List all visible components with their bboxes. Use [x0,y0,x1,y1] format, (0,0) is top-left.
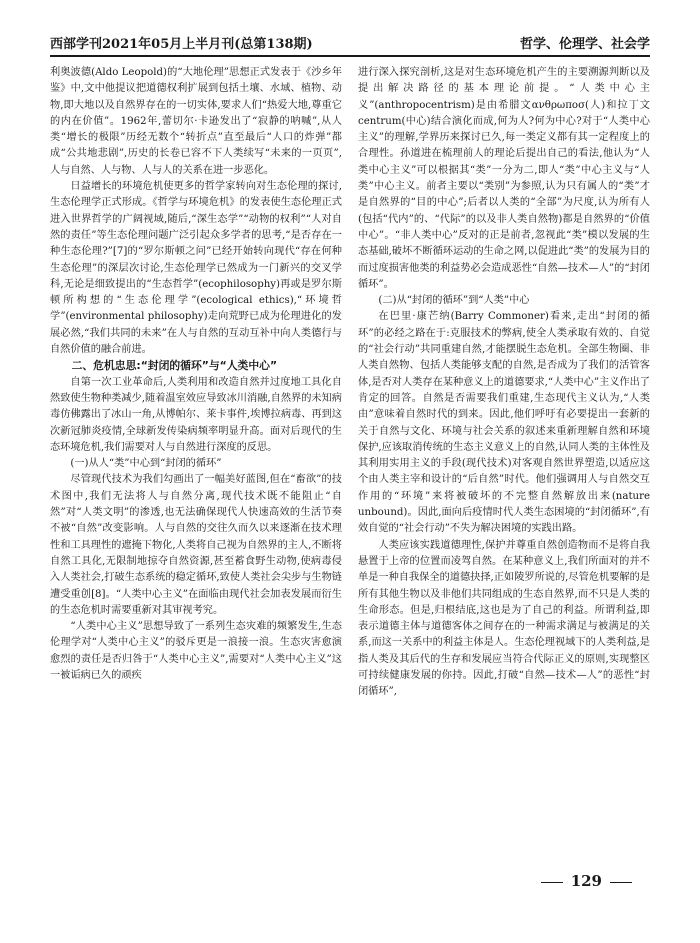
paragraph: 人类应该实践道德理性,保护并尊重自然创造物而不是将自我悬置于上帝的位置而凌驾自然。在某种意义上,我们所面对的并不单是一种自我保全的道德抉择,正如陵罗所说的,尽管危机要解的是所有其他生物以及非他们共同组成的生态自然界,而不只是人类的生命形态。但是,归根结底,这也是为了自己的利益。所谓利益,即表示道德主体与道德客体之间存在的一种需求满足与被满足的关系,而这一关系中的利益主体是人。生态伦理视域下的人类利益,是指人类及其后代的生存和发展应当符合代际正义的原则,实现整区可持续健康发展的你持。因此,打破“自然—技术—人”的恶性“封闭循环”, [358,539,650,698]
header-rule [50,55,650,57]
right-column [358,65,650,701]
page-number: 129 [570,872,602,890]
subsection-heading: (二)从“封闭的循环”到“人类”中心 [378,295,530,307]
running-header [50,30,650,56]
paragraph: 自第一次工业革命后,人类利用和改造自然并过度地工具化自然致使生物种类减少,随着温室效应导致冰川消融,自然界的未知病毒仿佛露出了冰山一角,从博帕尔、莱卡事件,埃博拉病毒、再到这次新冠肺炎疫情,全球新发传染病频率明显升高。面对后现代的生态环境危机,我们需要对人与自然进行深度的反思。 [50,376,342,453]
paragraph: 利奥波德(Aldo Leopold)的“大地伦理”思想正式发表于《沙乡年鉴》中,文中他提议把道德权利扩展到包括土壤、水域、植物、动物,即大地以及自然界存在的一切实体,要求人们“热爱大地,尊重它的内在价值”。1962年,蕾切尔·卡逊发出了“寂静的呐喊”,从人类“增长的极限”历经无数个“转折点”直至最后“人口的炸弹”都成“公共地悲剧”,历史的长卷已容不下人类续写“未来的一页页”,人与自然、人与物、人与人的关系在进一步恶化。 [50,67,342,176]
subsection-heading: (一)从人“类”中心到“封闭的循环” [70,458,222,470]
paragraph: 进行深入探究剖析,这是对生态环境危机产生的主要溯源判断以及提出解决路径的基本理论前提。“人类中心主义”(anthropocentrism)是由希腊文ανθρωποσ(人)和拉丁文centrum(中心)结合演化而成,何为人?何为中心?对于“人类中心主义”的理解,学界历来探讨已久,每一类定义都有其一定程度上的合理性。孙道进在梳理前人的理论后提出自己的看法,他认为“人类中心主义”可以根据其“类”一分为二,即人“类”中心主义与“人类”中心主义。前者主要以“类别”为参照,认为只有属人的“类”才是自然界的“目的中心”;后者以人类的“全部”为尺度,认为所有人(包括“代内”的、“代际”的以及非人类自然物)都是自然界的“价值中心”。“非人类中心”反对的正是前者,忽视此“类”模以发展的生态基础,破坏不断循环运动的生命之网,以促进此“类”的发展为目的而过度损害他类的利益势必会造成恶性“自然—技术—人”的“封闭循环”。 [358,67,650,290]
paragraph: 日益增长的环境危机使更多的哲学家转向对生态伦理的探讨,生态伦理学正式形成。《哲学与环境危机》的发表使生态伦理正式进入世界哲学的广阔视域,随后,“深生态学”“动物的权利”“人对自然的责任”等生态伦理问题广泛引起众多学者的思考,“是否存在一种生态伦理?”[7]的“罗尔斯顿之问”已经开始转向现代“存在何种生态伦理”的深层次讨论,生态伦理学已然成为一门新兴的交叉学科,无论是细致提出的“生态哲学”(ecophilosophy)再或是罗尔斯顿所构想的“生态伦理学”(ecological ethics),“环境哲学”(environmental philosophy)走向荒野已成为伦理进化的发展必然,“我们共同的未来”在人与自然的互动互补中向人类德行与自然价值的融合前进。 [50,181,342,356]
footer-dash-left [541,882,563,883]
section-category: 哲学、伦理学、社会学 [519,37,650,52]
left-column [50,65,342,684]
paragraph: 在巴里·康芒纳(Barry Commoner)看来,走出“封闭的循环”的必经之路在于:克服技术的弊病,使全人类承取有效的、自觉的“社会行动”共同重建自然,才能摆脱生态危机。全部生物圈、非人类自然物、包括人类能够支配的自然,是否成为了我们的活管客体,是否对人类存在某种意义上的道德要求,“人类中心”主义作出了肯定的回答。自然是否需要我们重建,生态现代主义认为,“人类由”意味着自然时代的到来。因此,他们呼吁有必要提出一套新的关于自然与文化、环境与社会关系的叙述来重新理解自然和环境保护,应该取消传统的生态主义意义上的自然,认同人类的主体性及其利用实用主义的手段(现代技术)对客观自然世界塑造,以适应这个由人类主宰和设计的“后自然”时代。他们强调用人与自然交互作用的“环境”来将被破坏的不完整自然解放出来(nature unbound)。因此,面向后疫情时代人类生态困境的“封闭循环”,有效自觉的“社会行动”不失为解决困境的实践出路。 [358,311,650,535]
journal-issue-title: 西部学刊2021年05月上半月刊(总第138期) [50,37,313,52]
footer-dash-right [610,882,632,883]
paragraph: “人类中心主义”思想导致了一系列生态灾难的频繁发生,生态伦理学对“人类中心主义”的驳斥更是一浪接一浪。生态灾害愈演愈烈的责任是否归咎于“人类中心主义”,需要对“人类中心主义”这一被诟病已久的顽疾 [50,621,342,681]
page-footer [533,872,640,890]
paragraph: 尽管现代技术为我们勾画出了一幅美好蓝图,但在“畜欲”的技术图中,我们无法将人与自然分离,现代技术既不能阻止“自然”对“人类文明”的渗透,也无法确保现代人快速高效的生活节奏不被“自然”改变影响。人与自然的交往久而久以来逐渐在技术理性和工具理性的遮掩下物化,人类将自己视为自然界的主人,不断将自然工具化,无限制地掠夺自然资源,甚至蓄食野生动物,使病毒侵入人类社会,打破生态系统的稳定循环,致使人类社会尖步与生物链遭受重创[8]。“人类中心主义”在面临由现代社会加表发展而衍生的生态危机时需要重新对其审视考究。 [50,474,342,616]
section-heading: 二、危机忠思:“封闭的循环”与“人类中心” [71,359,278,373]
